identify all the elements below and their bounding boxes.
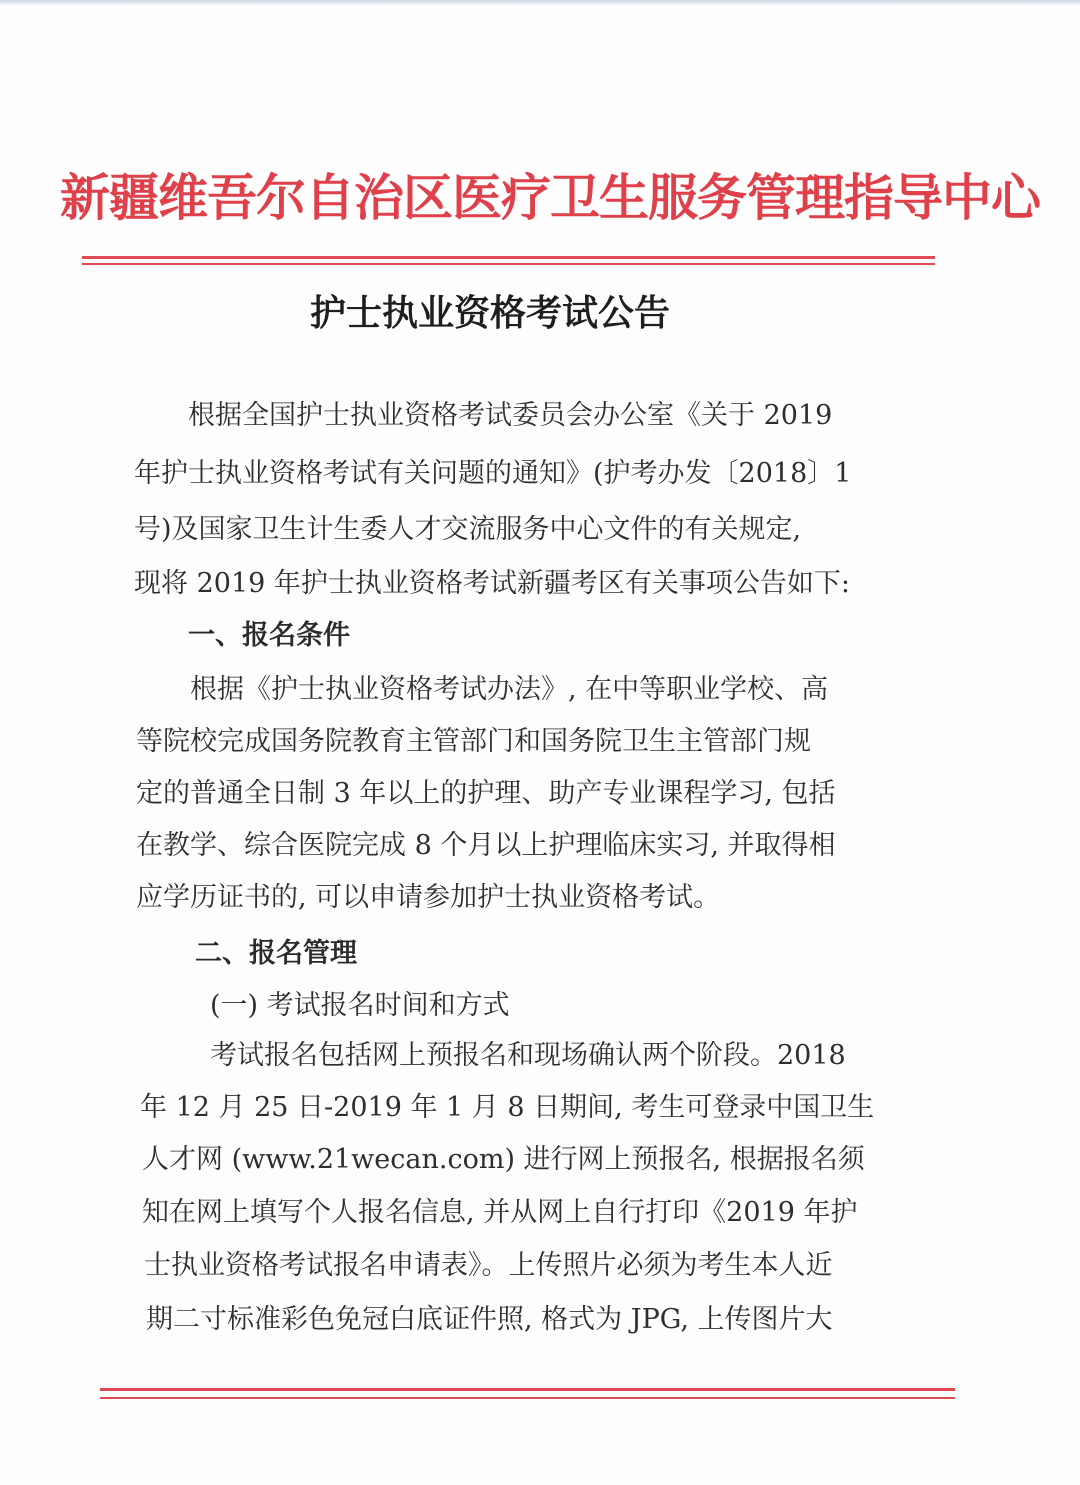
body-line: 根据全国护士执业资格考试委员会办公室《关于 2019 (188, 400, 833, 431)
body-line: 应学历证书的, 可以申请参加护士执业资格考试。 (136, 882, 721, 913)
letterhead-rule-thin (82, 263, 935, 265)
letterhead-title: 新疆维吾尔自治区医疗卫生服务管理指导中心 (60, 168, 1040, 227)
body-line: 考试报名包括网上预报名和现场确认两个阶段。2018 (210, 1040, 846, 1071)
body-line: 等院校完成国务院教育主管部门和国务院卫生主管部门规 (136, 726, 811, 757)
body-line: 号)及国家卫生计生委人才交流服务中心文件的有关规定, (134, 514, 802, 545)
body-line: 知在网上填写个人报名信息, 并从网上自行打印《2019 年护 (142, 1197, 858, 1228)
body-line: 期二寸标准彩色免冠白底证件照, 格式为 JPG, 上传图片大 (146, 1304, 833, 1335)
section-heading-2: 二、报名管理 (195, 938, 357, 969)
subsection-heading: (一) 考试报名时间和方式 (210, 990, 510, 1021)
letterhead-rule-thick (82, 256, 935, 259)
footer-rule-thick (100, 1388, 955, 1391)
scan-edge (0, 0, 1080, 6)
body-line: 人才网 (www.21wecan.com) 进行网上预报名, 根据报名须 (142, 1144, 865, 1175)
body-line: 根据《护士执业资格考试办法》, 在中等职业学校、高 (190, 674, 829, 705)
body-line: 年 12 月 25 日-2019 年 1 月 8 日期间, 考生可登录中国卫生 (140, 1092, 875, 1123)
body-line: 年护士执业资格考试有关问题的通知》(护考办发〔2018〕1 (134, 458, 852, 489)
body-line: 定的普通全日制 3 年以上的护理、助产专业课程学习, 包括 (136, 778, 836, 809)
body-line: 在教学、综合医院完成 8 个月以上护理临床实习, 并取得相 (136, 830, 836, 861)
body-line: 现将 2019 年护士执业资格考试新疆考区有关事项公告如下: (134, 568, 850, 599)
section-heading-1: 一、报名条件 (188, 620, 350, 651)
body-line: 士执业资格考试报名申请表》。上传照片必须为考生本人近 (144, 1250, 833, 1281)
document-title: 护士执业资格考试公告 (309, 292, 670, 334)
footer-rule-thin (100, 1397, 955, 1399)
